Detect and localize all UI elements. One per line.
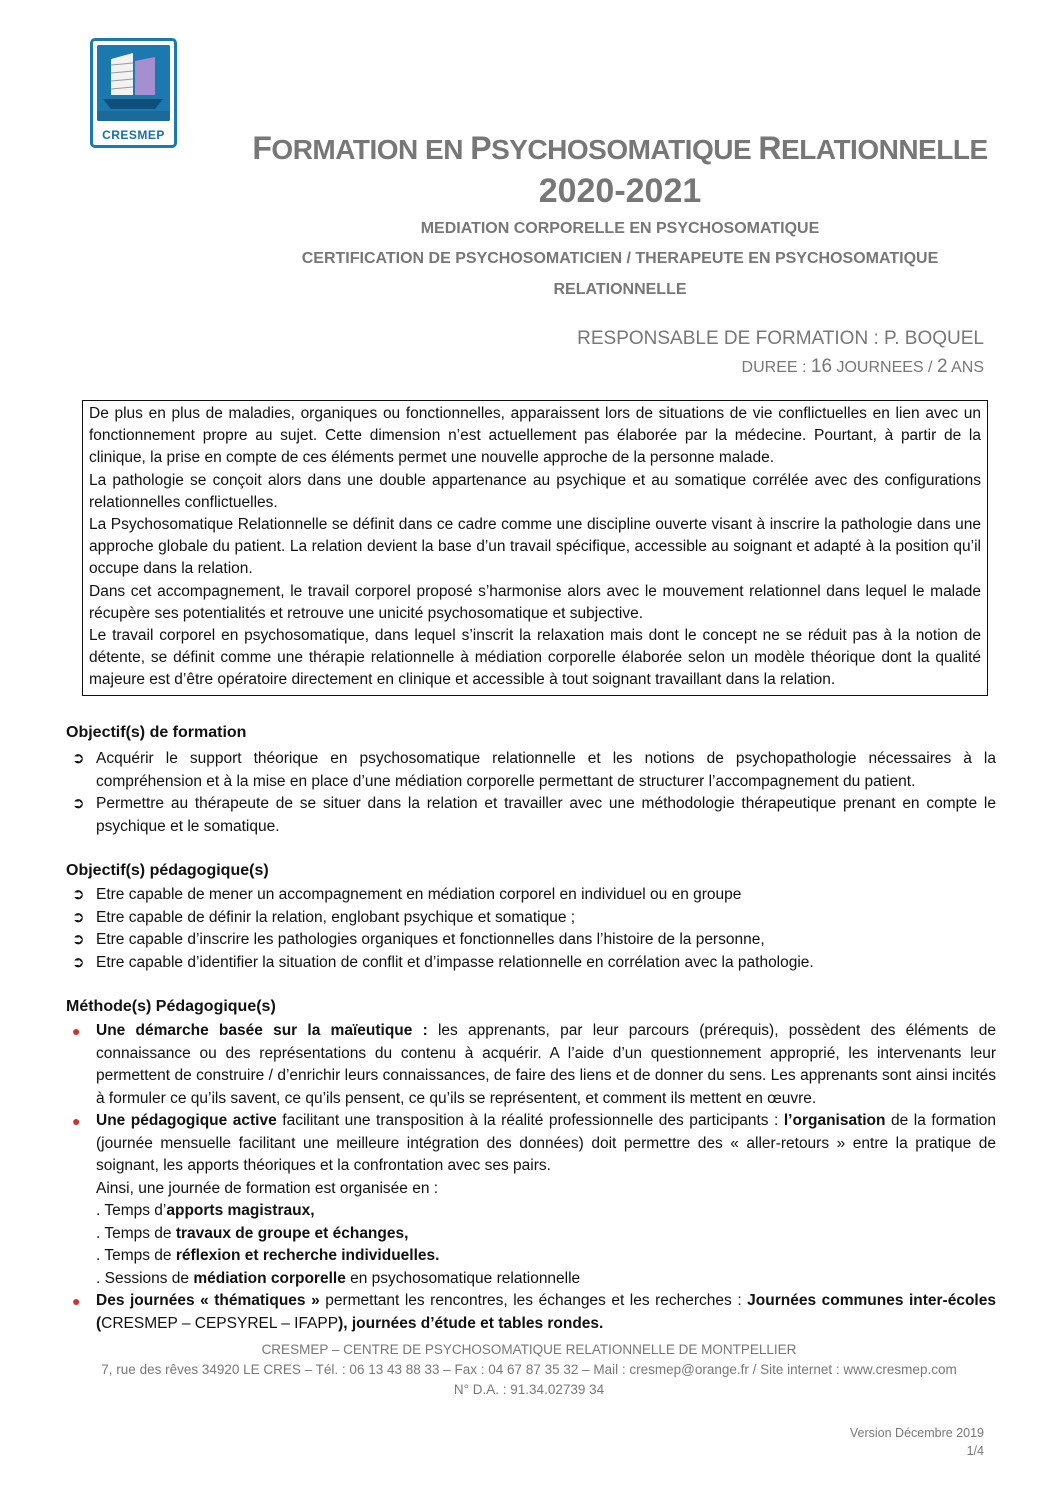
arrow-right-icon: ➲ [72,908,85,926]
responsable-line [577,328,984,350]
list-item [66,952,996,975]
list-item-text: Etre capable de mener un accompagnement en médiation corporel en individuel ou en groupe [96,886,742,903]
duree-line [742,356,984,378]
method-sub-line [96,1268,996,1291]
list-item-text: Permettre au thérapeute de se situer dans la relation et travailler avec une méthodologie thérapeutique prenant en compte le psychique et le somatique. [96,795,996,835]
intro-paragraph: De plus en plus de maladies, organiques ou fonctionnelles, apparaissent lors de situations de vie conflictuelles en lien avec un fonctionnement propre au sujet. Cette dimension n’est actuellement pas élaborée par la médecine. Pourtant, à partir de la clinique, la prise en compte de ces éléments permet une nouvelle approche de la personne malade. [89,405,981,467]
method-sub-intro: Ainsi, une journée de formation est organisée en : [96,1179,439,1197]
method-heading: Une pédagogique active [96,1112,277,1129]
sub-line-bold: travaux de groupe et échanges, [175,1224,409,1242]
footer-da-number: N° D.A. : 91.34.02739 34 [453,1382,605,1397]
responsable-label: RESPONSABLE DE FORMATION : [577,328,879,349]
bullet-dot-icon: ● [72,1293,81,1309]
method-text: les apprenants, par leur parcours (prérequis), possèdent des éléments de connaissance ou des représentations du contenu à acquérir. A l’aide d’un questionnement approprié, les intervenants leur permettent de construire / d’enrichir leurs connaissances, de faire des liens et de donner du sens. Les apprenants sont ainsi incités à formuler ce qu’ils savent, ce qu’ils pensent, ce qu’ils se représentent, et comment ils mettent en œuvre. [96,1022,996,1107]
title-initial-f: F [252,130,272,166]
list-item [66,907,996,930]
intro-paragraph: La Psychosomatique Relationnelle se définit dans ce cadre comme une discipline ouverte visant à inscrire la pathologie dans une approche globale du patient. La relation devient la base d’un travail spécifique, accessible au soignant et adapté à la position qu’il occupe dans la relation. [89,516,981,578]
version-label: Version Décembre 2019 [849,1426,984,1440]
subtitle-certification: CERTIFICATION DE PSYCHOSOMATICIEN / THERAPEUTE EN PSYCHOSOMATIQUE [301,250,939,267]
title-initial-p: P [470,130,492,166]
arrow-right-icon: ➲ [72,795,85,812]
footer-contact: 7, rue des rêves 34920 LE CRES – Tél. : 06 13 43 88 33 – Fax : 04 67 87 35 32 – Mail : cresmep@orange.fr / Site internet : www.cresmep.com [101,1362,957,1377]
method-heading: Une démarche basée sur la maïeutique : [96,1022,428,1039]
bullet-dot-icon: ● [72,1113,81,1129]
sub-line-prefix: . Temps d’ [96,1202,167,1219]
duree-unit: JOURNEES / [836,359,933,376]
method-text: de la formation (journée mensuelle facilitant une meilleure intégration des données) doit permettre des « aller-retours » entre la pratique de soignant, les apports théoriques et la confrontation avec ses pairs. [96,1112,996,1174]
method-sub-line [96,1245,996,1268]
page-title [200,130,1040,167]
sub-line-bold: réflexion et recherche individuelles. [175,1247,440,1264]
logo [90,38,177,148]
methodes-list [66,1020,996,1335]
arrow-right-icon: ➲ [72,886,85,903]
intro-paragraph: Le travail corporel en psychosomatique, dans lequel s’inscrit la relaxation mais dont le concept ne se réduit pas à la notion de détente, se définit comme une thérapie relationnelle à médiation corporelle élaborée selon un modèle théorique dont la qualité majeure est d’être opératoire directement en clinique et accessible à tout soignant travaillant dans la relation. [89,627,981,689]
arrow-right-icon: ➲ [72,931,85,948]
title-initial-r: R [758,130,782,166]
method-emphasis: l’organisation [783,1112,886,1129]
sub-line-prefix: . Sessions de [96,1269,194,1287]
bullet-dot-icon: ● [72,1023,81,1039]
title-part: SYCHOSOMATIQUE [491,134,759,165]
sub-line-suffix: en psychosomatique relationnelle [345,1269,581,1287]
logo-text: CRESMEP [102,128,165,142]
duree-years: 2 [936,356,948,377]
method-heading: Des journées « thématiques » [96,1292,320,1309]
version-info [850,1424,984,1460]
objectifs-formation-list [66,748,996,838]
method-text: permettant les rencontres, les échanges et les recherches : [319,1292,748,1309]
sub-line-bold: apports magistraux, [166,1202,315,1219]
intro-box [82,400,988,696]
list-item [66,793,996,838]
list-item-text: Acquérir le support théorique en psychosomatique relationnelle et les notions de psychopathologie nécessaires à la compréhension et à la mise en place d’une médiation corporelle permettant de structurer l’accompagnement du patient. [96,750,996,790]
sub-line-prefix: . Temps de [96,1247,176,1264]
subtitle-relationnelle: RELATIONNELLE [553,281,687,298]
method-sub-line [96,1200,996,1223]
intro-paragraph: Dans cet accompagnement, le travail corporel proposé s’harmonise alors avec le mouvement relationnel dans lequel le malade récupère ses potentialités et retrouve une unicité psychosomatique et subjective. [89,582,981,622]
method-emphasis: ), journées d’étude et tables rondes. [338,1314,604,1332]
page-number: 1/4 [966,1444,984,1458]
responsable-name: P. BOQUEL [884,328,984,349]
sub-line-bold: médiation corporelle [193,1269,346,1287]
title-part: ORMATION EN [271,134,471,165]
logo-sail-icon [97,45,170,121]
method-sub-line [96,1223,996,1246]
section-title-methodes: Méthode(s) Pédagogique(s) [66,998,276,1015]
method-text: facilitant une transposition à la réalité professionnelle des participants : [276,1112,784,1129]
section-title-objectifs-formation: Objectif(s) de formation [66,724,247,741]
intro-paragraph: La pathologie se conçoit alors dans une double appartenance au psychique et au somatique corrélée avec des configurations relationnelles conflictuelles. [89,471,981,511]
list-item [66,929,996,952]
list-item [66,1020,996,1110]
subtitle-mediation: MEDIATION CORPORELLE EN PSYCHOSOMATIQUE [420,220,820,237]
arrow-right-icon: ➲ [72,750,85,767]
footer-org-name: CRESMEP – CENTRE DE PSYCHOSOMATIQUE RELATIONNELLE DE MONTPELLIER [261,1342,797,1357]
list-item-text: Etre capable d’inscrire les pathologies organiques et fonctionnelles dans l’histoire de la personne, [96,931,765,948]
method-emphasis: Journées communes inter-écoles ( [96,1292,996,1332]
list-item [66,884,996,907]
list-item [66,748,996,793]
duree-years-unit: ANS [951,359,984,376]
list-item [66,1290,996,1335]
title-part: ELATIONNELLE [781,134,988,165]
objectifs-pedagogiques-list [66,884,996,974]
list-item-text: Etre capable de définir la relation, englobant psychique et somatique ; [96,908,576,926]
page-year: 2020-2021 [538,172,702,210]
list-item-text: Etre capable d’identifier la situation de conflit et d’impasse relationnelle en corrélation avec la pathologie. [96,953,814,971]
arrow-right-icon: ➲ [72,953,85,971]
duree-value: 16 [810,356,833,377]
sub-line-prefix: . Temps de [96,1224,176,1242]
section-title-objectifs-pedagogiques: Objectif(s) pédagogique(s) [66,862,269,879]
list-item [66,1110,996,1290]
duree-label: DUREE : [741,359,807,376]
method-text: CRESMEP – CEPSYREL – IFAPP [101,1314,339,1332]
